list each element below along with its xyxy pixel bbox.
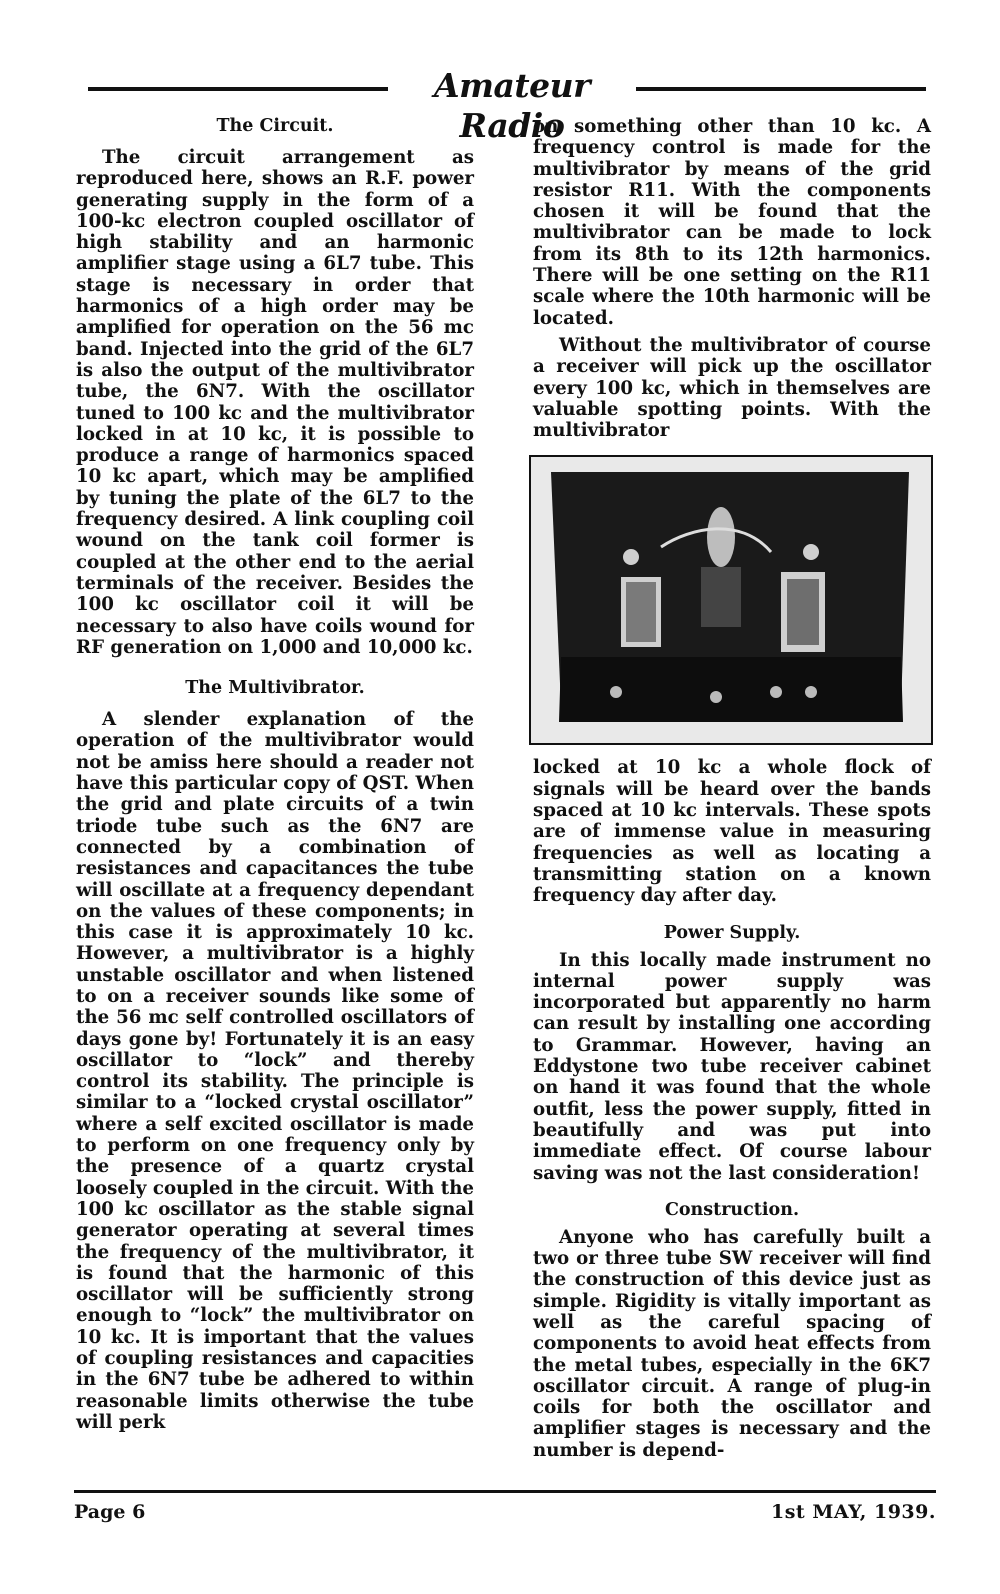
left-column — [76, 116, 474, 1433]
paragraph-circuit: The circuit arrangement as reproduced here, shows an R.F. power generating supply in the form of a 100-kc electron coupled oscillator of high stability and an harmonic amplifier stage using a 6L7 tube. This stage is necessary in order that harmonics of a high order may be amplified for operation on the 56 mc band. Injected into the grid of the 6L7 is also the output of the multivibrator tube, the 6N7. With the oscillator tuned to 100 kc and the multivibrator locked in at 10 kc, it is possible to produce a range of harmonics spaced 10 kc apart, which may be amplified by tuning the plate of the 6L7 to the frequency desired. A link coupling coil wound on the tank coil former is coupled at the other end to the aerial terminals of the receiver. Besides the 100 kc oscillator coil it will be necessary to also have coils wound for RF generation on 1,000 and 10,000 kc. — [76, 147, 474, 658]
issue-date: 1st MAY, 1939. — [771, 1501, 936, 1523]
paragraph-construction: Anyone who has carefully built a two or three tube SW receiver will find the construction of this device just as simple. Rigidity is vitally important as well as the careful spacing of components to avoid heat effects from the metal tubes, especially in the 6K7 oscillator circuit. A range of plug-in coils for both the oscillator and amplifier stages is necessary and the number is depend- — [533, 1226, 931, 1461]
masthead-rule-left — [88, 87, 388, 91]
paragraph-multivibrator: A slender explanation of the operation of the multivibrator would not be amiss here should a reader not have this particular copy of QST. When the grid and plate circuits of a twin triode tube such as the 6N7 are connected by a combination of resistances and capacitances the tube will oscillate at a frequency dependant on the values of these components; in this case it is approximately 10 kc. However, a multivibrator is a highly unstable oscillator and when listened to on a receiver sounds like some of the 56 mc self controlled oscillators of days gone by! Fortunately it is an easy oscillator to “lock” and thereby control its stability. The principle is similar to a “locked crystal oscillator” where a self excited oscillator is made to perform on one frequency only by the presence of a quartz crystal loosely coupled in the circuit. With the 100 kc oscillator as the stable signal generator operating at several times the frequency of the multivibrator, it is found that the harmonic of this oscillator will be sufficiently strong enough to “lock” the multivibrator on 10 kc. It is important that the values of coupling resistances and capacities in the 6N7 tube be adhered to within reasonable limits otherwise the tube will perk — [76, 709, 474, 1433]
masthead-rule-right — [636, 87, 926, 91]
paragraph-without-multivibrator: Without the multivibrator of course a receiver will pick up the oscillator every 100 kc, which in themselves are valuable spotting points. With the multivibrator — [533, 334, 931, 442]
heading-construction: Construction. — [664, 1199, 800, 1220]
device-photo-image — [531, 457, 931, 743]
heading-the-multivibrator: The Multivibrator. — [185, 678, 365, 699]
footer-rule — [74, 1490, 936, 1493]
right-column — [533, 116, 931, 1461]
paragraph-continued: on something other than 10 kc. A frequency control is made for the multivibrator by means of the grid resistor R11. With the components chosen it will be found that the multivibrator can be made to lock from its 8th to its 12th harmonics. There will be one setting on the R11 scale where the 10th harmonic will be located. — [533, 116, 931, 329]
page-number: Page 6 — [74, 1501, 146, 1523]
device-photograph — [529, 455, 933, 745]
heading-power-supply: Power Supply. — [663, 922, 801, 943]
paragraph-locked: locked at 10 kc a whole flock of signals will be heard over the bands spaced at 10 kc intervals. These spots are of immense value in measuring frequencies as well as locating a transmitting station on a known frequency day after day. — [533, 757, 931, 907]
paragraph-power-supply: In this locally made instrument no internal power supply was incorporated but apparently no harm can result by installing one according to Grammar. However, having an Eddystone two tube receiver cabinet on hand it was found that the whole outfit, less the power supply, fitted in beautifully and was put into immediate effect. Of course labour saving was not the last consideration! — [533, 949, 931, 1184]
heading-the-circuit: The Circuit. — [216, 116, 334, 136]
masthead-title: Amateur Radio — [433, 66, 591, 145]
